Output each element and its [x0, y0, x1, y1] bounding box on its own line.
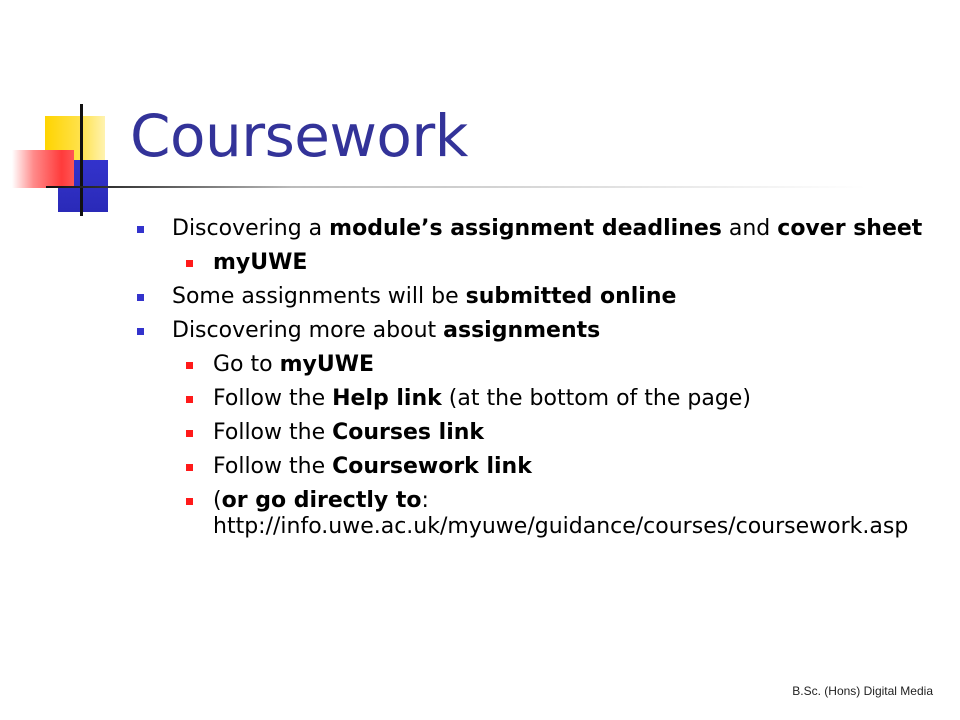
decor-yellow-square — [45, 116, 105, 174]
bullet-item — [135, 284, 935, 310]
bullet-text: (at the bottom of the page) — [441, 385, 751, 411]
decor-blue-square — [58, 160, 108, 212]
decor-horizontal-rule — [46, 186, 866, 188]
bullet-bold-text: Coursework link — [332, 453, 532, 479]
slide-title: Coursework — [130, 102, 468, 170]
sub-bullet-item — [135, 420, 935, 446]
bullet-square-icon — [186, 260, 193, 267]
bullet-text: Follow the — [213, 453, 333, 479]
bullet-bold-text: submitted online — [465, 283, 677, 309]
bullet-bold-text: Courses link — [332, 419, 485, 445]
sub-bullet-item — [135, 352, 935, 378]
bullet-text: and — [721, 216, 778, 241]
bullet-square-icon — [186, 396, 193, 403]
sub-bullet-item — [135, 386, 935, 412]
bullet-item — [135, 216, 935, 242]
bullet-square-icon — [186, 498, 193, 505]
bullet-item — [135, 318, 935, 344]
bullet-text: Some assignments will be — [172, 283, 466, 309]
bullet-square-icon — [137, 328, 144, 335]
sub-bullet-item — [135, 250, 935, 276]
bullet-bold-text: Help link — [332, 385, 442, 411]
decor-vertical-line — [80, 104, 83, 216]
bullet-text: Go to — [213, 351, 280, 377]
bullet-square-icon — [137, 294, 144, 301]
bullet-square-icon — [137, 226, 144, 233]
coursework-url-text: : http://info.uwe.ac.uk/myuwe/guidance/courses/coursework.asp — [213, 487, 909, 539]
bullet-text: Discovering a — [172, 216, 330, 241]
bullet-bold-text: or go directly to — [221, 487, 422, 513]
sub-bullet-item — [135, 488, 935, 540]
bullet-bold-text: assignments — [443, 317, 601, 343]
bullet-text: Follow the — [213, 385, 333, 411]
bullet-text: ( — [213, 487, 222, 513]
bullet-bold-text: module’s assignment deadlines — [329, 216, 722, 241]
bullet-square-icon — [186, 362, 193, 369]
bullet-list — [135, 216, 935, 540]
decor-red-bar — [12, 150, 74, 188]
bullet-text: Discovering more about — [172, 317, 444, 343]
slide-footer: B.Sc. (Hons) Digital Media — [792, 684, 933, 698]
bullet-bold-text: cover sheet — [777, 216, 923, 241]
bullet-square-icon — [186, 464, 193, 471]
bullet-bold-text: myUWE — [279, 351, 375, 377]
bullet-text: Follow the — [213, 419, 333, 445]
sub-bullet-item — [135, 454, 935, 480]
bullet-bold-text: myUWE — [213, 249, 308, 275]
bullet-square-icon — [186, 430, 193, 437]
